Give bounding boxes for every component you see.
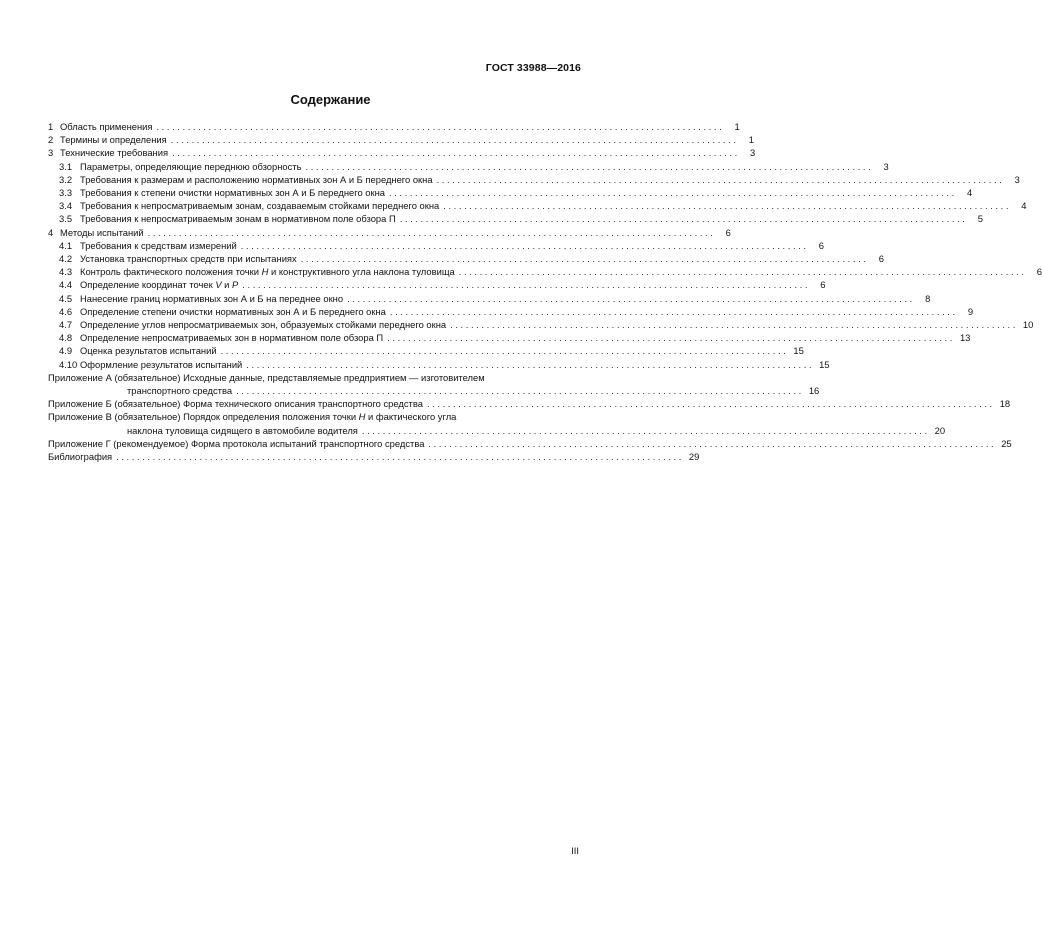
toc-entry-page: 4	[1021, 200, 1027, 212]
toc-entry[interactable]	[48, 212, 983, 225]
dot-leader	[362, 424, 927, 437]
toc-entry-number: 3.5	[59, 213, 73, 225]
page-number: III	[571, 845, 579, 856]
toc-entry[interactable]	[48, 292, 931, 305]
toc-entry-number: 4.2	[59, 253, 73, 265]
dot-leader	[306, 160, 871, 173]
toc-entry-title: Определение степени очистки нормативных зон А и Б переднего окна	[80, 305, 386, 317]
dot-leader	[450, 318, 1015, 331]
toc-entry-title: Определение непросматриваемых зон в нормативном поле обзора П	[80, 332, 384, 344]
toc-title-part: и	[221, 279, 233, 291]
symbol-h: H	[261, 266, 269, 278]
toc-entry-number: 4.4	[59, 279, 73, 291]
toc-entry-title: Методы испытаний	[60, 226, 144, 238]
toc-entry-title: Приложение Б (обязательное) Форма технического описания транспортного средства	[48, 398, 423, 410]
toc-entry-number: 3.3	[59, 187, 73, 199]
dot-leader	[389, 186, 954, 199]
toc-entry[interactable]	[48, 318, 1034, 331]
dot-leader	[242, 278, 807, 291]
toc-entry[interactable]	[48, 265, 1042, 278]
toc-entry-title	[48, 410, 456, 423]
dot-leader	[400, 212, 965, 225]
toc-appendix-v-line2[interactable]	[48, 424, 946, 437]
dot-leader	[148, 226, 713, 239]
toc-appendix-v-line1[interactable]	[48, 410, 583, 423]
dot-leader	[459, 265, 1024, 278]
toc-entry[interactable]	[48, 173, 1020, 186]
toc-entry-number: 4.8	[59, 332, 73, 344]
toc-entry-page: 1	[748, 134, 754, 146]
dot-leader	[390, 305, 955, 318]
toc-entry[interactable]	[48, 344, 804, 357]
toc-entry-title: Библиография	[48, 451, 113, 463]
toc-entry-page: 6	[1036, 266, 1042, 278]
dot-leader	[236, 384, 801, 397]
toc-entry-number: 4.5	[59, 292, 73, 304]
dot-leader	[387, 331, 952, 344]
toc-entry[interactable]	[48, 252, 884, 265]
toc-entry-page: 1	[734, 121, 740, 132]
toc-entry-number: 4	[48, 226, 54, 238]
toc-entry-number: 4.6	[59, 305, 73, 317]
toc-entry-number: 1	[48, 121, 54, 132]
dot-leader	[116, 450, 681, 463]
toc-title-part: и фактического угла	[365, 411, 457, 423]
toc-entry-page: 18	[999, 398, 1011, 410]
toc-entry-title	[80, 278, 238, 291]
toc-title-part: Контроль фактического положения точки	[80, 266, 262, 278]
toc-entry[interactable]	[48, 120, 740, 133]
toc-entry-page: 29	[688, 451, 700, 463]
toc-appendix-g[interactable]	[48, 437, 1012, 450]
toc-appendix-a-line1[interactable]	[48, 371, 583, 384]
toc-title-part: Приложение В (обязательное) Порядок определения положения точки	[48, 411, 359, 423]
toc-entry-title: Параметры, определяющие переднюю обзорность	[80, 160, 302, 172]
dot-leader	[172, 146, 737, 159]
toc-entry-title: Требования к непросматриваемым зонам в нормативном поле обзора П	[80, 213, 396, 225]
toc-bibliography[interactable]	[48, 450, 700, 463]
toc-entry[interactable]	[48, 133, 754, 146]
toc-entry-number: 4.10	[59, 358, 78, 370]
toc-entry[interactable]	[48, 305, 974, 318]
toc-entry-page: 3	[1014, 173, 1020, 185]
toc-entry-page: 10	[1022, 319, 1034, 331]
toc-entry-title: Требования к непросматриваемым зонам, создаваемым стойками переднего окна	[80, 200, 440, 212]
toc-entry[interactable]	[48, 186, 973, 199]
dot-leader	[428, 437, 993, 450]
toc-entry-title: наклона туловища сидящего в автомобиле водителя	[127, 424, 358, 436]
toc-entry[interactable]	[48, 331, 971, 344]
toc-entry-page: 13	[959, 332, 971, 344]
toc-entry-number: 4.9	[59, 345, 73, 357]
toc-entry-title: Установка транспортных средств при испытаниях	[80, 253, 297, 265]
toc-entry-page: 6	[878, 253, 884, 265]
toc-entry-number: 3	[48, 147, 54, 159]
toc-entry-number: 2	[48, 134, 54, 146]
dot-leader	[301, 252, 866, 265]
toc-title-part: и конструктивного угла наклона туловища	[268, 266, 455, 278]
dot-leader	[221, 344, 786, 357]
toc-entry[interactable]	[48, 146, 756, 159]
toc-entry-title: Оценка результатов испытаний	[80, 345, 217, 357]
toc-entry-number: 3.4	[59, 200, 73, 212]
dot-leader	[347, 292, 912, 305]
toc-entry-page: 15	[819, 358, 830, 370]
toc-entry-page: 8	[925, 292, 931, 304]
toc-title-part: Определение координат точек	[80, 279, 216, 291]
dot-leader	[241, 239, 806, 252]
dot-leader	[437, 173, 1002, 186]
dot-leader	[246, 358, 811, 371]
toc-entry-page: 3	[883, 160, 889, 172]
symbol-v: V	[215, 279, 222, 291]
toc-entry[interactable]	[48, 239, 824, 252]
toc-entry[interactable]	[48, 358, 830, 371]
toc-entry-title: Требования к средствам измерений	[80, 239, 237, 251]
toc-entry-page: 6	[725, 226, 731, 238]
toc-entry-page: 6	[820, 279, 826, 291]
toc-entry-page: 25	[1001, 437, 1012, 449]
symbol-p: P	[232, 279, 239, 291]
toc-entry-title: Технические требования	[60, 147, 169, 159]
table-of-contents	[48, 120, 1042, 463]
toc-entry-title: Область применения	[60, 121, 153, 132]
toc-entry-page: 5	[977, 213, 983, 225]
toc-appendix-b[interactable]	[48, 397, 1011, 410]
dot-leader	[427, 397, 992, 410]
page-title: Содержание	[290, 92, 371, 107]
toc-entry-page: 16	[808, 385, 820, 397]
toc-entry-title: Термины и определения	[60, 134, 167, 146]
toc-entry[interactable]	[48, 278, 826, 291]
toc-entry-number: 3.2	[59, 173, 73, 185]
dot-leader	[171, 133, 736, 146]
toc-entry-page: 3	[750, 147, 756, 159]
symbol-h: H	[358, 411, 366, 423]
toc-entry[interactable]	[48, 160, 889, 173]
toc-entry-page: 4	[966, 187, 973, 199]
toc-entry-title: Нанесение границ нормативных зон А и Б на переднее окно	[80, 292, 344, 304]
toc-entry-title: Требования к степени очистки нормативных зон А и Б переднего окна	[80, 187, 385, 199]
toc-entry-title	[80, 265, 455, 278]
toc-entry-title: Определение углов непросматриваемых зон, образуемых стойками переднего окна	[80, 319, 447, 331]
toc-entry[interactable]	[48, 226, 731, 239]
toc-entry-number: 4.7	[59, 319, 73, 331]
toc-entry-number: 3.1	[59, 160, 73, 172]
toc-entry-title: Оформление результатов испытаний	[80, 358, 243, 370]
toc-entry-title: Требования к размерам и расположению нормативных зон А и Б переднего окна	[80, 173, 433, 185]
toc-entry-page: 9	[967, 305, 974, 317]
standard-designation: ГОСТ 33988—2016	[485, 62, 581, 74]
dot-leader	[443, 199, 1008, 212]
dot-leader	[156, 120, 721, 133]
toc-entry-page: 15	[793, 345, 804, 357]
toc-appendix-a-line2[interactable]	[48, 384, 820, 397]
toc-entry[interactable]	[48, 199, 1027, 212]
toc-entry-title: транспортного средства	[127, 385, 233, 397]
toc-entry-number: 4.1	[59, 239, 73, 251]
toc-entry-page: 6	[818, 239, 824, 251]
toc-entry-page: 20	[934, 424, 946, 436]
toc-entry-title: Приложение Г (рекомендуемое) Форма протокола испытаний транспортного средства	[48, 437, 425, 449]
toc-entry-number: 4.3	[59, 266, 73, 278]
toc-entry-title: Приложение А (обязательное) Исходные данные, представляемые предприятием — изготовителем	[48, 371, 485, 383]
